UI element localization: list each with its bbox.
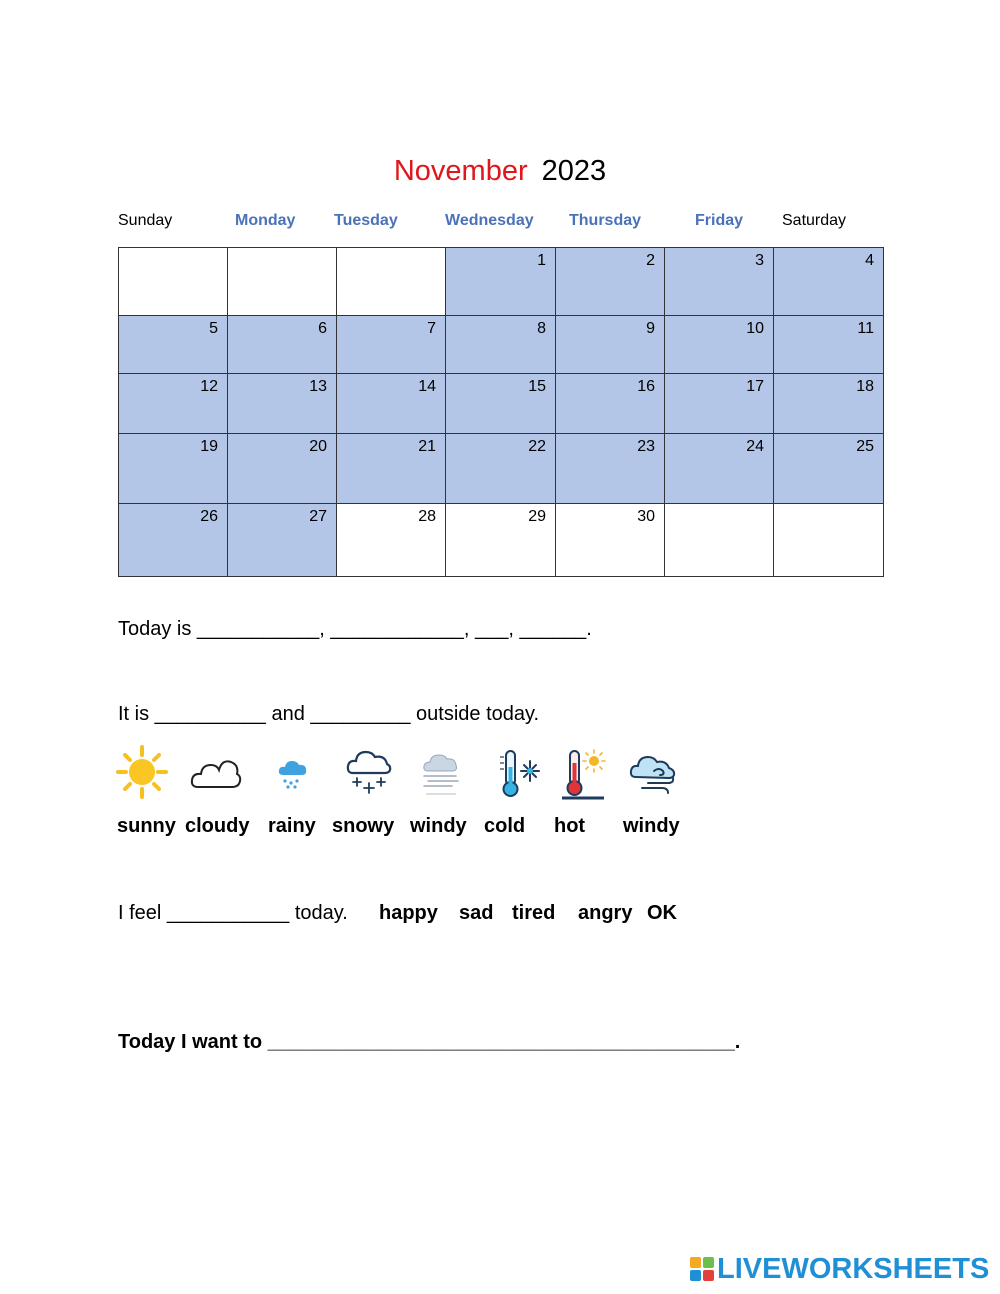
calendar-day-cell: [774, 316, 884, 374]
calendar-day-number: 25: [856, 438, 874, 455]
calendar-day-cell: [337, 504, 446, 577]
calendar-day-cell: [119, 374, 228, 434]
calendar-day-cell: [228, 316, 337, 374]
year: 2023: [541, 155, 607, 187]
label-snowy: snowy: [332, 815, 395, 837]
calendar-week-row: [119, 374, 884, 434]
calendar-day-number: 21: [418, 438, 436, 455]
calendar-empty-cell: [119, 248, 228, 316]
calendar-day-number: 26: [200, 508, 218, 525]
today-date-sentence: Today is ___________, ____________, ___, ______.: [118, 618, 592, 640]
calendar-day-number: 24: [746, 438, 764, 455]
calendar-week-row: [119, 434, 884, 504]
calendar-empty-cell: [228, 248, 337, 316]
label-hot: hot: [554, 815, 586, 837]
calendar-day-cell: [665, 248, 774, 316]
calendar-day-cell: [446, 316, 556, 374]
calendar-day-cell: [774, 248, 884, 316]
calendar-day-number: 14: [418, 378, 436, 395]
calendar-day-cell: [556, 374, 665, 434]
calendar-day-cell: [228, 374, 337, 434]
liveworksheets-logo-icon: [690, 1257, 714, 1281]
calendar-empty-cell: [337, 248, 446, 316]
calendar-day-number: 29: [528, 508, 546, 525]
calendar-day-number: 3: [755, 252, 764, 269]
weather-sentence: It is __________ and _________ outside today.: [118, 703, 540, 725]
calendar-day-number: 20: [309, 438, 327, 455]
calendar-day-cell: [119, 504, 228, 577]
feeling-tired: tired: [512, 902, 556, 924]
calendar-day-number: 7: [427, 320, 436, 337]
cloud-icon: [190, 753, 242, 793]
calendar-day-cell: [337, 374, 446, 434]
calendar-day-cell: [556, 316, 665, 374]
calendar-empty-cell: [665, 504, 774, 577]
sun-icon: [116, 745, 168, 799]
calendar-day-cell: [119, 316, 228, 374]
calendar-day-number: 11: [857, 320, 874, 337]
label-cloudy: cloudy: [185, 815, 250, 837]
calendar-day-cell: [665, 316, 774, 374]
calendar-day-number: 27: [309, 508, 327, 525]
calendar-day-cell: [228, 504, 337, 577]
hot-thermometer-icon: [560, 747, 606, 801]
calendar-day-number: 19: [200, 438, 218, 455]
calendar-day-number: 12: [200, 378, 218, 395]
calendar-day-cell: [119, 434, 228, 504]
brand-name: LIVEWORKSHEETS: [717, 1253, 990, 1285]
weather-icons: [0, 745, 1000, 805]
calendar-day-number: 13: [309, 378, 327, 395]
calendar-day-number: 9: [646, 320, 655, 337]
label-windy: windy: [623, 815, 680, 837]
weekday-header: [118, 212, 884, 234]
weekday-friday: Friday: [695, 212, 744, 229]
calendar-day-number: 23: [637, 438, 655, 455]
liveworksheets-brand: [690, 1253, 990, 1287]
cold-thermometer-icon: [496, 747, 542, 799]
weekday-thursday: Thursday: [569, 212, 642, 229]
weekday-monday: Monday: [235, 212, 296, 229]
weekday-tuesday: Tuesday: [334, 212, 398, 229]
feeling-sad: sad: [459, 902, 494, 924]
calendar-day-number: 28: [418, 508, 436, 525]
calendar-day-number: 16: [637, 378, 655, 395]
calendar-day-number: 30: [637, 508, 655, 525]
calendar-day-cell: [446, 374, 556, 434]
calendar-day-cell: [228, 434, 337, 504]
wind-cloud-icon: [628, 751, 680, 795]
calendar-day-number: 18: [856, 378, 874, 395]
calendar-day-number: 5: [209, 320, 218, 337]
weather-labels: [0, 815, 1000, 841]
want-sentence: Today I want to __________________________________________.: [118, 1031, 741, 1053]
calendar-day-number: 10: [746, 320, 764, 337]
weekday-saturday: Saturday: [782, 212, 847, 229]
feeling-happy: happy: [379, 902, 438, 924]
calendar-day-cell: [774, 434, 884, 504]
calendar-day-number: 15: [528, 378, 546, 395]
calendar-day-cell: [337, 316, 446, 374]
calendar-day-cell: [774, 374, 884, 434]
calendar-day-cell: [337, 434, 446, 504]
fog-icon: [420, 749, 462, 797]
calendar-title: [0, 155, 1000, 188]
feel-sentence: I feel ___________ today.: [118, 902, 348, 924]
calendar-day-cell: [556, 434, 665, 504]
calendar-day-number: 6: [318, 320, 327, 337]
calendar-day-number: 2: [646, 252, 655, 269]
weekday-sunday: Sunday: [118, 212, 173, 229]
calendar-day-cell: [556, 248, 665, 316]
calendar-week-row: [119, 248, 884, 316]
feeling-angry: angry: [578, 902, 633, 924]
calendar-week-row: [119, 316, 884, 374]
calendar-day-number: 8: [537, 320, 546, 337]
label-windy-fog: windy: [410, 815, 467, 837]
rain-cloud-icon: [277, 757, 309, 791]
calendar-day-cell: [665, 434, 774, 504]
feel-row: [118, 902, 818, 928]
feeling-ok: OK: [647, 902, 677, 924]
calendar-day-cell: [665, 374, 774, 434]
calendar-week-row: [119, 504, 884, 577]
calendar-empty-cell: [774, 504, 884, 577]
calendar-day-number: 1: [537, 252, 546, 269]
calendar-day-cell: [446, 434, 556, 504]
calendar-day-number: 22: [528, 438, 546, 455]
calendar-day-number: 4: [865, 252, 874, 269]
label-rainy: rainy: [268, 815, 316, 837]
snow-cloud-icon: [345, 745, 393, 799]
calendar-day-cell: [446, 504, 556, 577]
calendar-day-cell: [446, 248, 556, 316]
label-cold: cold: [484, 815, 526, 837]
calendar-day-number: 17: [746, 378, 764, 395]
calendar-grid: [118, 247, 884, 577]
calendar-day-cell: [556, 504, 665, 577]
month-name: November: [393, 155, 528, 187]
weekday-wednesday: Wednesday: [445, 212, 534, 229]
label-sunny: sunny: [117, 815, 176, 837]
